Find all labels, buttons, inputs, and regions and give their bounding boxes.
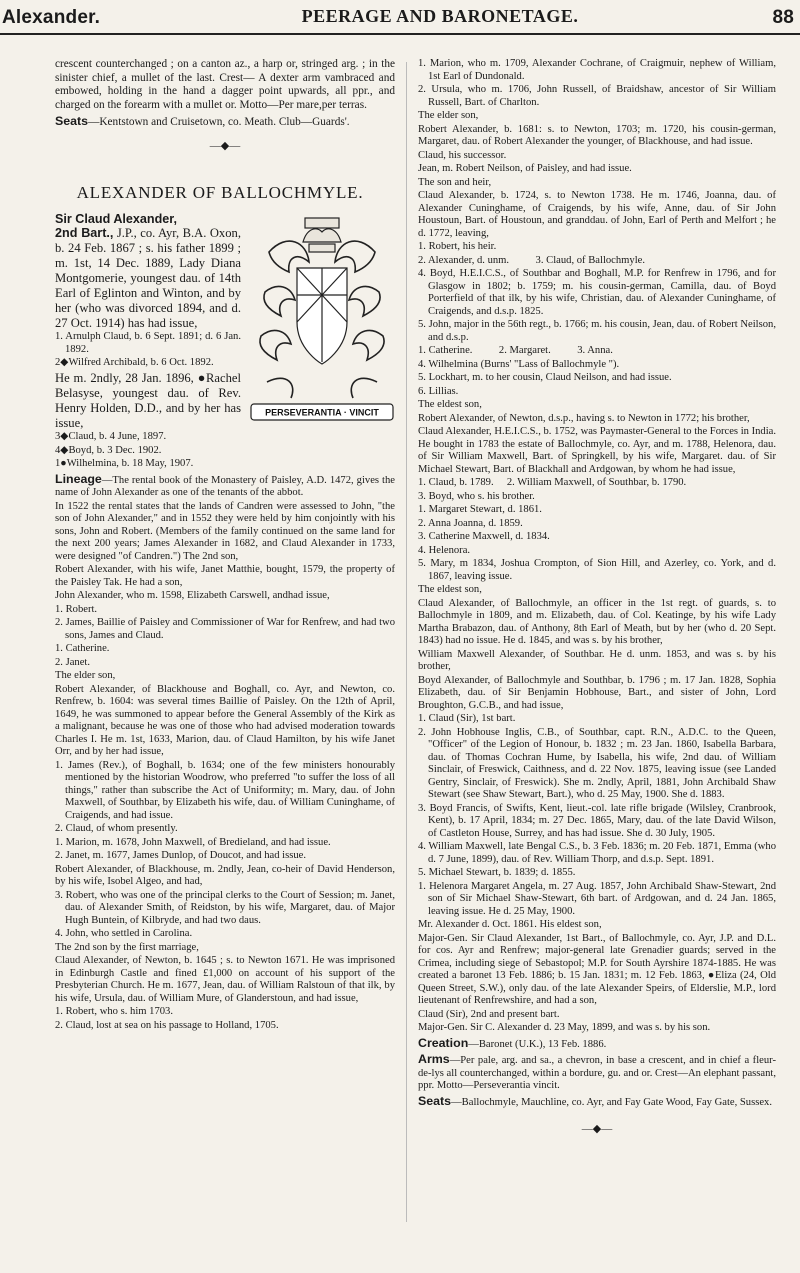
lineage-paragraph: Robert Alexander, with his wife, Janet Matthie, bought, 1579, the property of the Paisley Tak. He had a son, <box>55 564 395 588</box>
lineage-paragraph: The son and heir, <box>418 176 492 188</box>
seats-label: Seats <box>55 113 89 128</box>
issue-item: 4◆Boyd, b. 3 Dec. 1902. <box>55 444 162 456</box>
holder-biography: J.P., co. Ayr, B.A. Oxon, b. 24 Feb. 1867 ; s. his father 1899 ; m. 1st, 14 Dec. 1889, Lady Diana Montgomerie, youngest dau. of 14th Earl of Eglinton and Winton, and by her (who was divorced 1894, and d. 27 Oct. 1914) has had issue, <box>55 226 241 330</box>
family-section-title: ALEXANDER OF BALLOCHMYLE. <box>76 182 364 202</box>
holder-name: Sir Claud Alexander, <box>55 211 178 226</box>
lineage-issue: 5. John, major in the 56th regt., b. 1766; m. his cousin, Jean, dau. of Robert Neilson, and d.s.p. <box>418 319 776 343</box>
issue-item: 1●Wilhelmina, b. 18 May, 1907. <box>55 458 194 470</box>
lineage-paragraph: Major-Gen. Sir C. Alexander d. 23 May, 1899, and was s. by his son. <box>418 1022 711 1033</box>
holder-title: 2nd Bart., <box>55 226 114 241</box>
seats-text: —Ballochmyle, Mauchline, co. Ayr, and Fay Gate Wood, Fay Gate, Sussex. <box>451 1096 772 1108</box>
lineage-issue: 3. Boyd, who s. his brother. <box>418 490 535 502</box>
lineage-paragraph: Mr. Alexander d. Oct. 1861. His eldest son, <box>418 919 602 930</box>
lineage-issue: 4. John, who settled in Carolina. <box>55 928 193 940</box>
running-head-title: PEERAGE AND BARONETAGE. <box>301 6 579 26</box>
running-head-left: Alexander. <box>2 7 101 28</box>
lineage-paragraph: Major-Gen. Sir Claud Alexander, 1st Bart., of Ballochmyle, co. Ayr, J.P. and D.L. for cos. Ayr and Renfrew; major-general late Grenadier guards; served in the Crimea, including siege of Sebastopol; M.P. for South Ayrshire 1874-1885. He was created a baronet 13 Feb. 1886; b. 15 Jan. 1831; m. 12 Feb. 1863, ●Eliza (24, Old Queen Street, S.W.), only dau. of the late Alexander Speirs, of Elderslie, M.P., lord lieutenant of Renfrewshire, and had a son, <box>418 932 776 1006</box>
lineage-issue: 1. Claud, b. 1789. 2. William Maxwell, of Southbar, b. 1790. <box>418 477 687 488</box>
lineage-issue: 1. Marion, m. 1678, John Maxwell, of Bredieland, and had issue. <box>55 836 331 848</box>
lineage-paragraph: Robert Alexander, of Blackhouse, m. 2ndly, Jean, co-heir of David Henderson, by his wife, Isobel Algeo, and had, <box>55 863 395 888</box>
lineage-issue: 3. Boyd Francis, of Swifts, Kent, lieut.-col. late rifle brigade (Wilsley, Cranbrook, Kent), b. 17 April, 1834; m. 27 Dec. 1865, Mary, dau. of the late David Wilson, of Castleton House, Surrey, and has had issue. She d. 30 July, 1905. <box>418 802 776 839</box>
end-divider: —◆— <box>581 1123 613 1135</box>
lineage-issue: 2. John Hobhouse Inglis, C.B., of Southbar, capt. R.N., A.D.C. to the Queen, "Officer" of the Legion of Honour, b. 1832 ; m. 23 Jan. 1860, Isabella Barbara, dau. of Thomas Cochran Hume, by Isabella, his wife, 2nd dau. of William Sinclair, of Freswick, Caithness, and d. 22 Nov. 1875, leaving issue (see Landed Gentry, Sinclair, of Freswick). She m. 2ndly, April, 1881, John Archibald Shaw Stewart (see Shaw Stewart, Bart.), who d. 25 May, 1900. She d. 1883. <box>418 726 776 800</box>
column-divider <box>406 62 407 1222</box>
lineage-issue: 6. Lillias. <box>418 385 459 397</box>
issue-item: 2◆Wilfred Archibald, b. 6 Oct. 1892. <box>55 357 214 369</box>
creation-text: —Baronet (U.K.), 13 Feb. 1886. <box>468 1038 607 1050</box>
lineage-paragraph: Robert Alexander, of Blackhouse and Boghall, co. Ayr, and Newton, co. Renfrew, b. 1604: was several times Baillie of Paisley. On the 12th of April, 1649, he was summoned to appear before the General Assembly of the Kirk as a malignant, because he was one of those who had advised moderation towards Charles I. He m. 1st, 1633, Marion, dau. of Claud Hamilton, by his wife Janet Orr, and by her had issue, <box>55 683 395 758</box>
second-marriage: He m. 2ndly, 28 Jan. 1896, ●Rachel Belasyse, youngest dau. of Rev. Henry Holden, D.D., and by her has issue, <box>55 370 241 430</box>
lineage-issue: 2. Claud, lost at sea on his passage to Holland, 1705. <box>55 1019 279 1031</box>
arms-continuation: crescent counterchanged ; on a canton az., a harp or, stringed arg. ; in the sinister chief, a mullet of the last. Crest— A dexter arm vambraced and embowed, holding in the hand a dagger point upwards, all ppr., and charged on the forearm with a mullet or. Motto—Per mare,per terras. <box>55 58 395 112</box>
lineage-paragraph: Claud Alexander, b. 1724, s. to Newton 1738. He m. 1746, Joanna, dau. of Alexander Cuninghame, of Craigends, by his wife, Anne, dau. of Sir John Houstoun, Bart. of Houstoun, and granddau. of John, Earl of Perth and Melfort ; he d. 1772, leaving, <box>418 190 776 239</box>
seats-text: —Kentstown and Cruisetown, co. Meath. Club—Guards'. <box>88 115 350 128</box>
lineage-paragraph: The eldest son, <box>418 584 482 595</box>
lineage-paragraph: The 2nd son by the first marriage, <box>55 941 199 953</box>
issue-item: 1. Arnulph Claud, b. 6 Sept. 1891; d. 6 Jan. 1892. <box>55 331 241 355</box>
lineage-issue: 2. Claud, of whom presently. <box>55 823 178 835</box>
lineage-paragraph: John Alexander, who m. 1598, Elizabeth Carswell, andhad issue, <box>55 590 330 602</box>
issue-item: 3◆Claud, b. 4 June, 1897. <box>55 431 167 443</box>
lineage-paragraph: Boyd Alexander, of Ballochmyle and Southbar, b. 1796 ; m. 17 Jan. 1828, Sophia Elizabeth, dau. of Sir Benjamin Hobhouse, Bart., and sister of John, Lord Broughton, G.C.B., and had issue, <box>418 674 776 711</box>
lineage-para <box>55 472 395 500</box>
page-number: 88 <box>772 7 794 28</box>
page-header <box>0 0 800 40</box>
lineage-paragraph: The elder son, <box>55 670 116 682</box>
lineage-issue: 1. Robert, who s. him 1703. <box>55 1006 174 1018</box>
arms-text: —Per pale, arg. and sa., a chevron, in base a crescent, and in chief a fleur-de-lys all counterchanged, within a bordure, gu. and or. Crest—An elephant passant, ppr. Motto—Perseverantia vincit. <box>418 1055 776 1091</box>
lineage-paragraph: Claud (Sir), 2nd and present bart. <box>418 1008 560 1020</box>
lineage-paragraph: The elder son, <box>418 110 479 121</box>
lineage-issue: 1. Claud (Sir), 1st bart. <box>418 713 516 724</box>
left-column <box>55 58 395 1033</box>
lineage-issue: 1. Catherine. 2. Margaret. 3. Anna. <box>418 345 613 356</box>
lineage-issue: 1. Robert. <box>55 603 98 615</box>
arms-motto-scroll: PERSEVERANTIA · VINCIT <box>265 407 379 418</box>
lineage-issue: 3. Robert, who was one of the principal clerks to the Court of Session; m. Janet, dau. of Alexander Smith, of Reidston, by his wife, Margaret, dau. of Major Hugh Buntein, of Kilbryde, and had two daus. <box>55 889 395 926</box>
lineage-paragraph: In 1522 the rental states that the lands of Candren were assessed to John, "the son of John Alexander," and in 1552 they were held by him conjointly with his sons, John and Robert. (Members of the family continued on the same land for the next 200 years; James Alexander in 1682, and Claud Alexander in 1733, were designed "of Candren.") The 2nd son, <box>55 500 395 562</box>
lineage-issue: 1. James (Rev.), of Boghall, b. 1634; one of the few ministers honourably mentioned by the historian Woodrow, who preferred "to suffer the loss of all things," rather than subscribe the Act of Uniformity; m. Mary, dau. of John Maxwell, of Southbar, by Elizabeth his wife, dau. of William Cuninghame, of Craigends, and had issue. <box>55 759 395 821</box>
lineage-issue: 2. Alexander, d. unm. 3. Claud, of Ballochmyle. <box>418 254 646 266</box>
lineage-issue: Jean, m. Robert Neilson, of Paisley, and had issue. <box>418 163 632 174</box>
lineage-issue: 2. Janet, m. 1677, James Dunlop, of Doucot, and had issue. <box>55 850 306 862</box>
lineage-paragraph: The eldest son, <box>418 399 482 410</box>
lineage-issue: 1. Helenora Margaret Angela, m. 27 Aug. 1857, John Archibald Shaw-Stewart, 2nd son of Sir Michael Shaw-Stewart, 6th bart. of Ardgowan, and d. 24 Jan. 1865, leaving issue. He d. 25 May, 1900. <box>418 880 776 917</box>
lineage-paragraph: Claud Alexander, H.E.I.C.S., b. 1752, was Paymaster-General to the Forces in India. He bought in 1783 the estate of Ballochmyle, co. Ayr, and m. 1788, Helenora, dau. of Sir William Maxwell, Bart. of Springkell, by his wife, Margaret. dau. of Sir Michael Stewart, Bart. of Blackhall and Ardgowan, by whom he had issue, <box>418 426 776 475</box>
lineage-issue: 2. Ursula, who m. 1706, John Russell, of Braidshaw, ancestor of Sir William Russell, Bart. of Charlton. <box>418 84 776 108</box>
lineage-issue: 4. Boyd, H.E.I.C.S., of Southbar and Boghall, M.P. for Renfrew in 1796, and for Glasgow in 1802; b. 1759; m. his cousin-german, Camilla, dau. of Boyd Porterfield of that ilk, by his wife, Christian, dau. of Alexander Cuninghame, of Craigends, and d.s.p. 1825. <box>418 268 776 317</box>
arms-line <box>418 1052 776 1093</box>
lineage-issue: 1. Robert, his heir. <box>418 241 497 252</box>
lineage-paragraph: William Maxwell Alexander, of Southbar. He d. unm. 1853, and was s. by his brother, <box>418 648 776 672</box>
lineage-issue: 4. Wilhelmina (Burns' "Lass of Ballochmyle "). <box>418 358 620 370</box>
creation-line <box>418 1036 776 1052</box>
header-rule <box>0 33 800 35</box>
lineage-issue: 2. Anna Joanna, d. 1859. <box>418 517 523 529</box>
lineage-issue: 3. Catherine Maxwell, d. 1834. <box>418 531 550 542</box>
coat-of-arms-image <box>247 212 397 424</box>
arms-label: Arms <box>418 1052 450 1066</box>
seats-label: Seats <box>418 1093 452 1108</box>
lineage-issue: 1. Marion, who m. 1709, Alexander Cochrane, of Craigmuir, nephew of William, 1st Earl of Dundonald. <box>418 58 776 82</box>
lineage-issue: 1. Catherine. <box>55 643 110 655</box>
lineage-paragraph: Claud Alexander, of Newton, b. 1645 ; s. to Newton 1671. He was imprisoned in Edinburgh Castle and fined £1,000 on account of his support of the Presbyterian Church. He m. 1677, Jean, dau. of William Ralstoun of that ilk, by his wife, Ursula, dau. of William Mure, of Glanderstoun, and had issue, <box>55 955 395 1004</box>
lineage-text: —The rental book of the Monastery of Paisley, A.D. 1472, gives the name of John Alexander as one of the tenants of the abbot. <box>55 474 395 499</box>
lineage-issue: 1. Margaret Stewart, d. 1861. <box>418 504 542 515</box>
lineage-paragraph: Claud Alexander, of Ballochmyle, an officer in the 1st regt. of guards, s. to Ballochmyle in 1809, and m. Elizabeth, dau. of Col. Keatinge, by his wife Lady Martha Brabazon, dau. of Anthony, 8th Earl of Meath, but by her (who d. 20 Sept. 1843) had no issue. He d. 1845, and was s. by his brother, <box>418 597 776 646</box>
seats-line <box>55 114 395 130</box>
creation-label: Creation <box>418 1035 469 1050</box>
lineage-label: Lineage <box>55 471 102 486</box>
lineage-paragraph: Robert Alexander, b. 1681: s. to Newton, 1703; m. 1720, his cousin-german, Margaret, dau. of Robert Alexander the younger, of Blackhouse, and had issue. <box>418 123 776 147</box>
lineage-issue: 4. William Maxwell, late Bengal C.S., b. 3 Feb. 1836; m. 20 Feb. 1871, Emma (who d. 7 June, 1899), dau. of Rev. William Thorp, and d.s.p. Sept. 1891. <box>418 841 776 865</box>
seats-line <box>418 1094 776 1110</box>
lineage-issue: 2. Janet. <box>55 656 91 668</box>
lineage-paragraph: Robert Alexander, of Newton, d.s.p., having s. to Newton in 1772; his brother, <box>418 412 750 424</box>
lineage-issue: 5. Lockhart, m. to her cousin, Claud Neilson, and had issue. <box>418 372 672 383</box>
lineage-issue: 5. Michael Stewart, b. 1839; d. 1855. <box>418 867 576 878</box>
right-column <box>418 58 776 1166</box>
section-divider: —◆— <box>209 139 241 152</box>
lineage-issue: 4. Helenora. <box>418 544 471 556</box>
lineage-issue: Claud, his successor. <box>418 149 507 161</box>
lineage-issue: 2. James, Baillie of Paisley and Commissioner of War for Renfrew, and had two sons, James and Claud. <box>55 617 395 641</box>
lineage-issue: 5. Mary, m 1834, Joshua Crompton, of Sion Hill, and Azerley, co. York, and d. 1867, leaving issue. <box>418 558 776 582</box>
